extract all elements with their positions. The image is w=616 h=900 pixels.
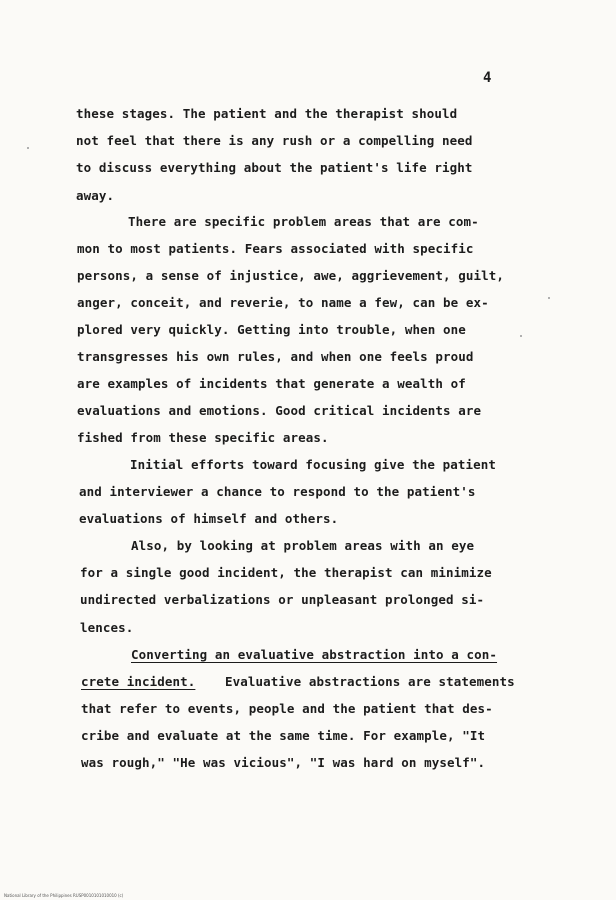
scan-speck [548, 297, 550, 299]
section-heading-continued: crete incident. [81, 674, 196, 689]
text-line: Evaluative abstractions are statements [225, 674, 515, 689]
text-line: transgresses his own rules, and when one feels proud [77, 349, 474, 364]
text-line: Also, by looking at problem areas with an eye [131, 538, 475, 553]
text-line: away. [76, 188, 115, 203]
text-line: undirected verbalizations or unpleasant prolonged si- [80, 592, 485, 607]
text-line: to discuss everything about the patient's life right [76, 160, 473, 175]
text-line: fished from these specific areas. [77, 430, 329, 445]
section-heading: Converting an evaluative abstraction into a con- [131, 647, 498, 662]
text-line: Initial efforts toward focusing give the patient [130, 457, 497, 472]
scan-speck [520, 335, 522, 337]
text-line: plored very quickly. Getting into trouble, when one [77, 322, 466, 337]
text-line: are examples of incidents that generate a wealth of [77, 376, 466, 391]
text-line: evaluations and emotions. Good critical incidents are [77, 403, 482, 418]
archive-footer: National Library of the Philippines RUSP0010101010010 (c) [4, 893, 124, 898]
page-number: 4 [483, 70, 492, 86]
text-line: mon to most patients. Fears associated with specific [77, 241, 474, 256]
text-line: evaluations of himself and others. [79, 511, 339, 526]
text-line: cribe and evaluate at the same time. For example, "It [81, 728, 486, 743]
text-line: anger, conceit, and reverie, to name a few, can be ex- [77, 295, 489, 310]
text-line: lences. [80, 620, 134, 635]
text-line: and interviewer a chance to respond to the patient's [79, 484, 476, 499]
text-line: that refer to events, people and the patient that des- [81, 701, 493, 716]
text-line: was rough," "He was vicious", "I was hard on myself". [81, 755, 486, 770]
text-line: There are specific problem areas that are com- [128, 214, 479, 229]
scan-speck [27, 147, 29, 149]
text-line: not feel that there is any rush or a compelling need [76, 133, 473, 148]
text-line: persons, a sense of injustice, awe, aggrievement, guilt, [77, 268, 505, 283]
text-line: for a single good incident, the therapist can minimize [80, 565, 492, 580]
text-line: these stages. The patient and the therapist should [76, 106, 458, 121]
